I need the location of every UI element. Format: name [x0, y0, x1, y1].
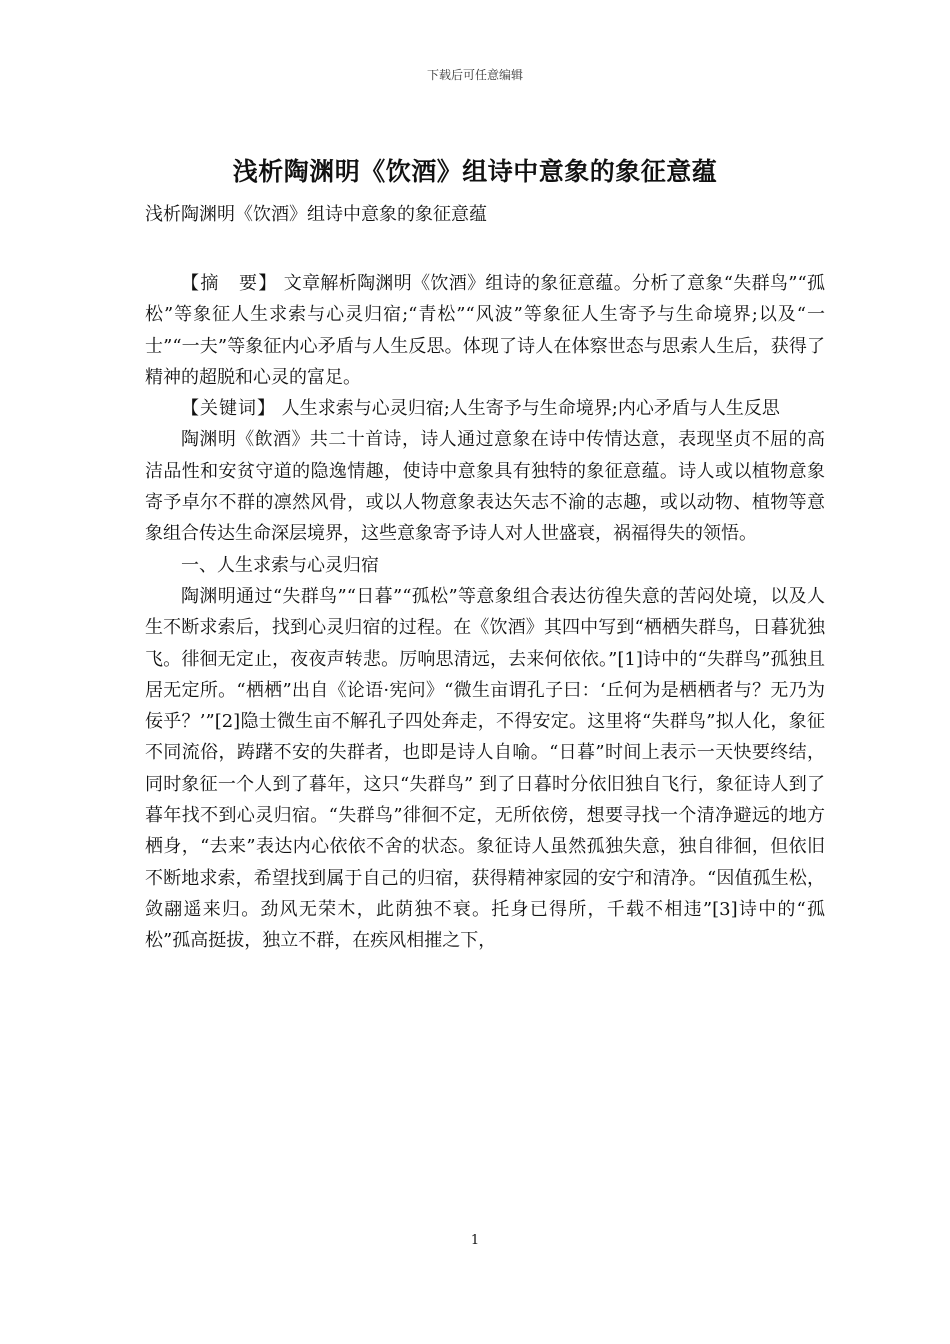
keywords-paragraph [145, 393, 825, 424]
document-subtitle: 浅析陶渊明《饮酒》组诗中意象的象征意蕴 [145, 204, 487, 225]
abstract-label: 【摘 要】 [181, 273, 278, 294]
keywords-text: 人生求索与心灵归宿;人生寄予与生命境界;内心矛盾与人生反思 [281, 398, 780, 420]
body-paragraph-1: 陶渊明《飲酒》共二十首诗，诗人通过意象在诗中传情达意，表现坚贞不屈的高洁品性和安贫守道的隐逸情趣，使诗中意象具有独特的象征意蕴。诗人或以植物意象寄予卓尔不群的凛然风骨，或以人物意象表达矢志不渝的志趣，或以动物、植物等意象组合传达生命深层境界，这些意象寄予诗人对人世盛衰，祸福得失的领悟。 [145, 429, 825, 545]
document-body [145, 268, 825, 957]
abstract-text: 文章解析陶渊明《饮酒》组诗的象征意蕴。分析了意象“失群鸟”“孤松”等象征人生求索与心灵归宿;“青松”“风波”等象征人生寄予与生命境界;以及“一士”“一夫”等象征内心矛盾与人生反思。体现了诗人在体察世态与思索人生后，获得了精神的超脱和心灵的富足。 [145, 273, 825, 388]
section-heading-1: 一、人生求索与心灵归宿 [181, 554, 379, 576]
keywords-label: 【关键词】 [181, 398, 276, 420]
page-header: 下载后可任意编辑 [426, 68, 523, 82]
document-title: 浅析陶渊明《饮酒》组诗中意象的象征意蕴 [232, 157, 718, 186]
page-number: 1 [470, 1233, 480, 1248]
abstract-paragraph [145, 268, 825, 393]
body-paragraph-2: 陶渊明通过“失群鸟”“日暮”“孤松”等意象组合表达彷徨失意的苦闷处境，以及人生不断求索后，找到心灵归宿的过程。在《饮酒》其四中写到“栖栖失群鸟，日暮犹独飞。徘徊无定止，夜夜声转悲。厉响思清远，去来何依依。”[1]诗中的“失群鸟”孤独且居无定所。“栖栖”出自《论语·宪问》“微生亩谓孔子曰：‘丘何为是栖栖者与？无乃为佞乎？’”[2]隐士微生亩不解孔子四处奔走，不得安定。这里将“失群鸟”拟人化，象征不同流俗，踌躇不安的失群者，也即是诗人自喻。“日暮”时间上表示一天快要终结，同时象征一个人到了暮年，这只“失群鸟” 到了日暮时分依旧独自飞行，象征诗人到了暮年找不到心灵归宿。“失群鸟”徘徊不定，无所依傍，想要寻找一个清净避远的地方栖身，“去来”表达内心依依不舍的状态。象征诗人虽然孤独失意，独自徘徊，但依旧不断地求索，希望找到属于自己的归宿，获得精神家园的安宁和清净。“因值孤生松，敛翮遥来归。劲风无荣木，此荫独不衰。托身已得所，千载不相违”[3]诗中的“孤松”孤高挺拔，独立不群，在疾风相摧之下， [145, 585, 825, 952]
